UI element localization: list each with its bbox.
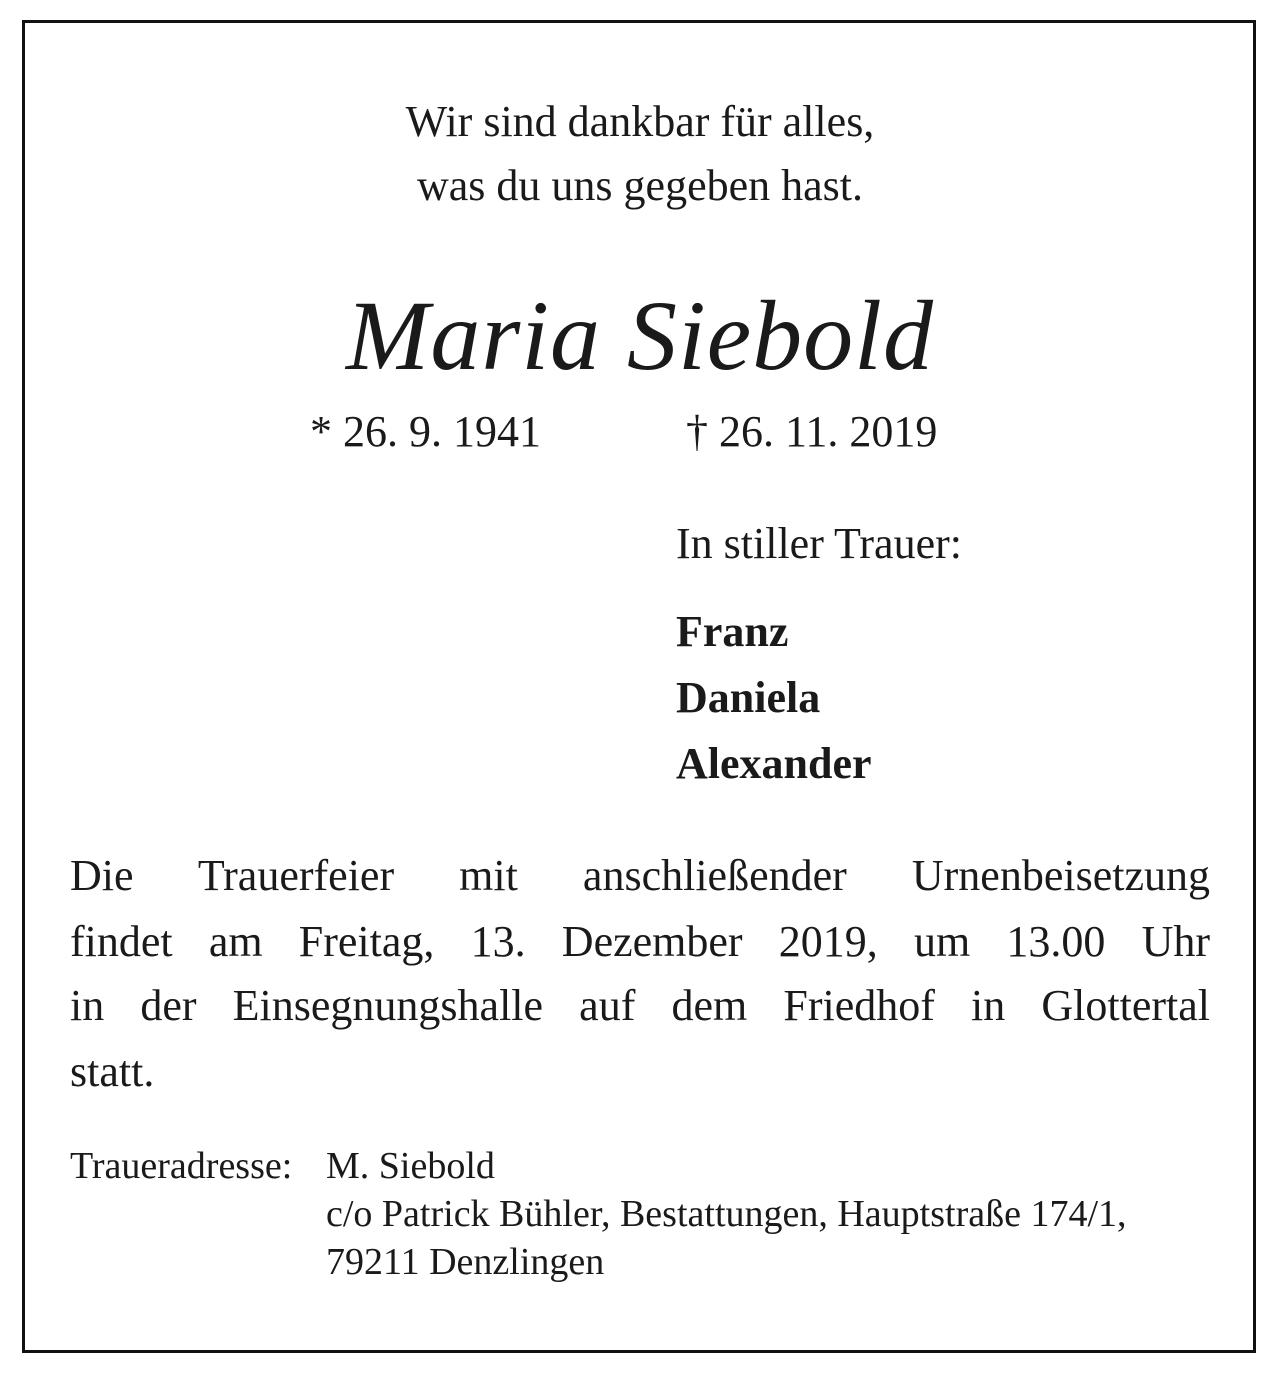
address-label: Traueradresse: bbox=[70, 1145, 293, 1187]
address-line: c/o Patrick Bühler, Bestattungen, Hauptstraße 174/1, bbox=[326, 1193, 1127, 1235]
death-date: † 26. 11. 2019 bbox=[686, 407, 938, 456]
motto-line-1: Wir sind dankbar für alles, bbox=[405, 97, 875, 146]
announcement-line: findet am Freitag, 13. Dezember 2019, um 13.00 Uhr bbox=[70, 917, 1210, 966]
birth-date: * 26. 9. 1941 bbox=[310, 407, 541, 456]
announcement-line: Die Trauerfeier mit anschließender Urnenbeisetzung bbox=[70, 851, 1210, 900]
mourner-name: Alexander bbox=[676, 739, 872, 788]
motto-line-2: was du uns gegeben hast. bbox=[416, 161, 863, 210]
address-line: 79211 Denzlingen bbox=[326, 1241, 605, 1283]
address-line: M. Siebold bbox=[326, 1145, 495, 1187]
mourning-intro: In stiller Trauer: bbox=[676, 519, 962, 568]
deceased-name: Maria Siebold bbox=[346, 280, 934, 391]
mourner-name: Franz bbox=[676, 607, 789, 656]
mourner-name: Daniela bbox=[676, 673, 821, 722]
announcement-line: in der Einsegnungshalle auf dem Friedhof in Glottertal bbox=[70, 981, 1210, 1030]
announcement-line: statt. bbox=[70, 1047, 155, 1096]
